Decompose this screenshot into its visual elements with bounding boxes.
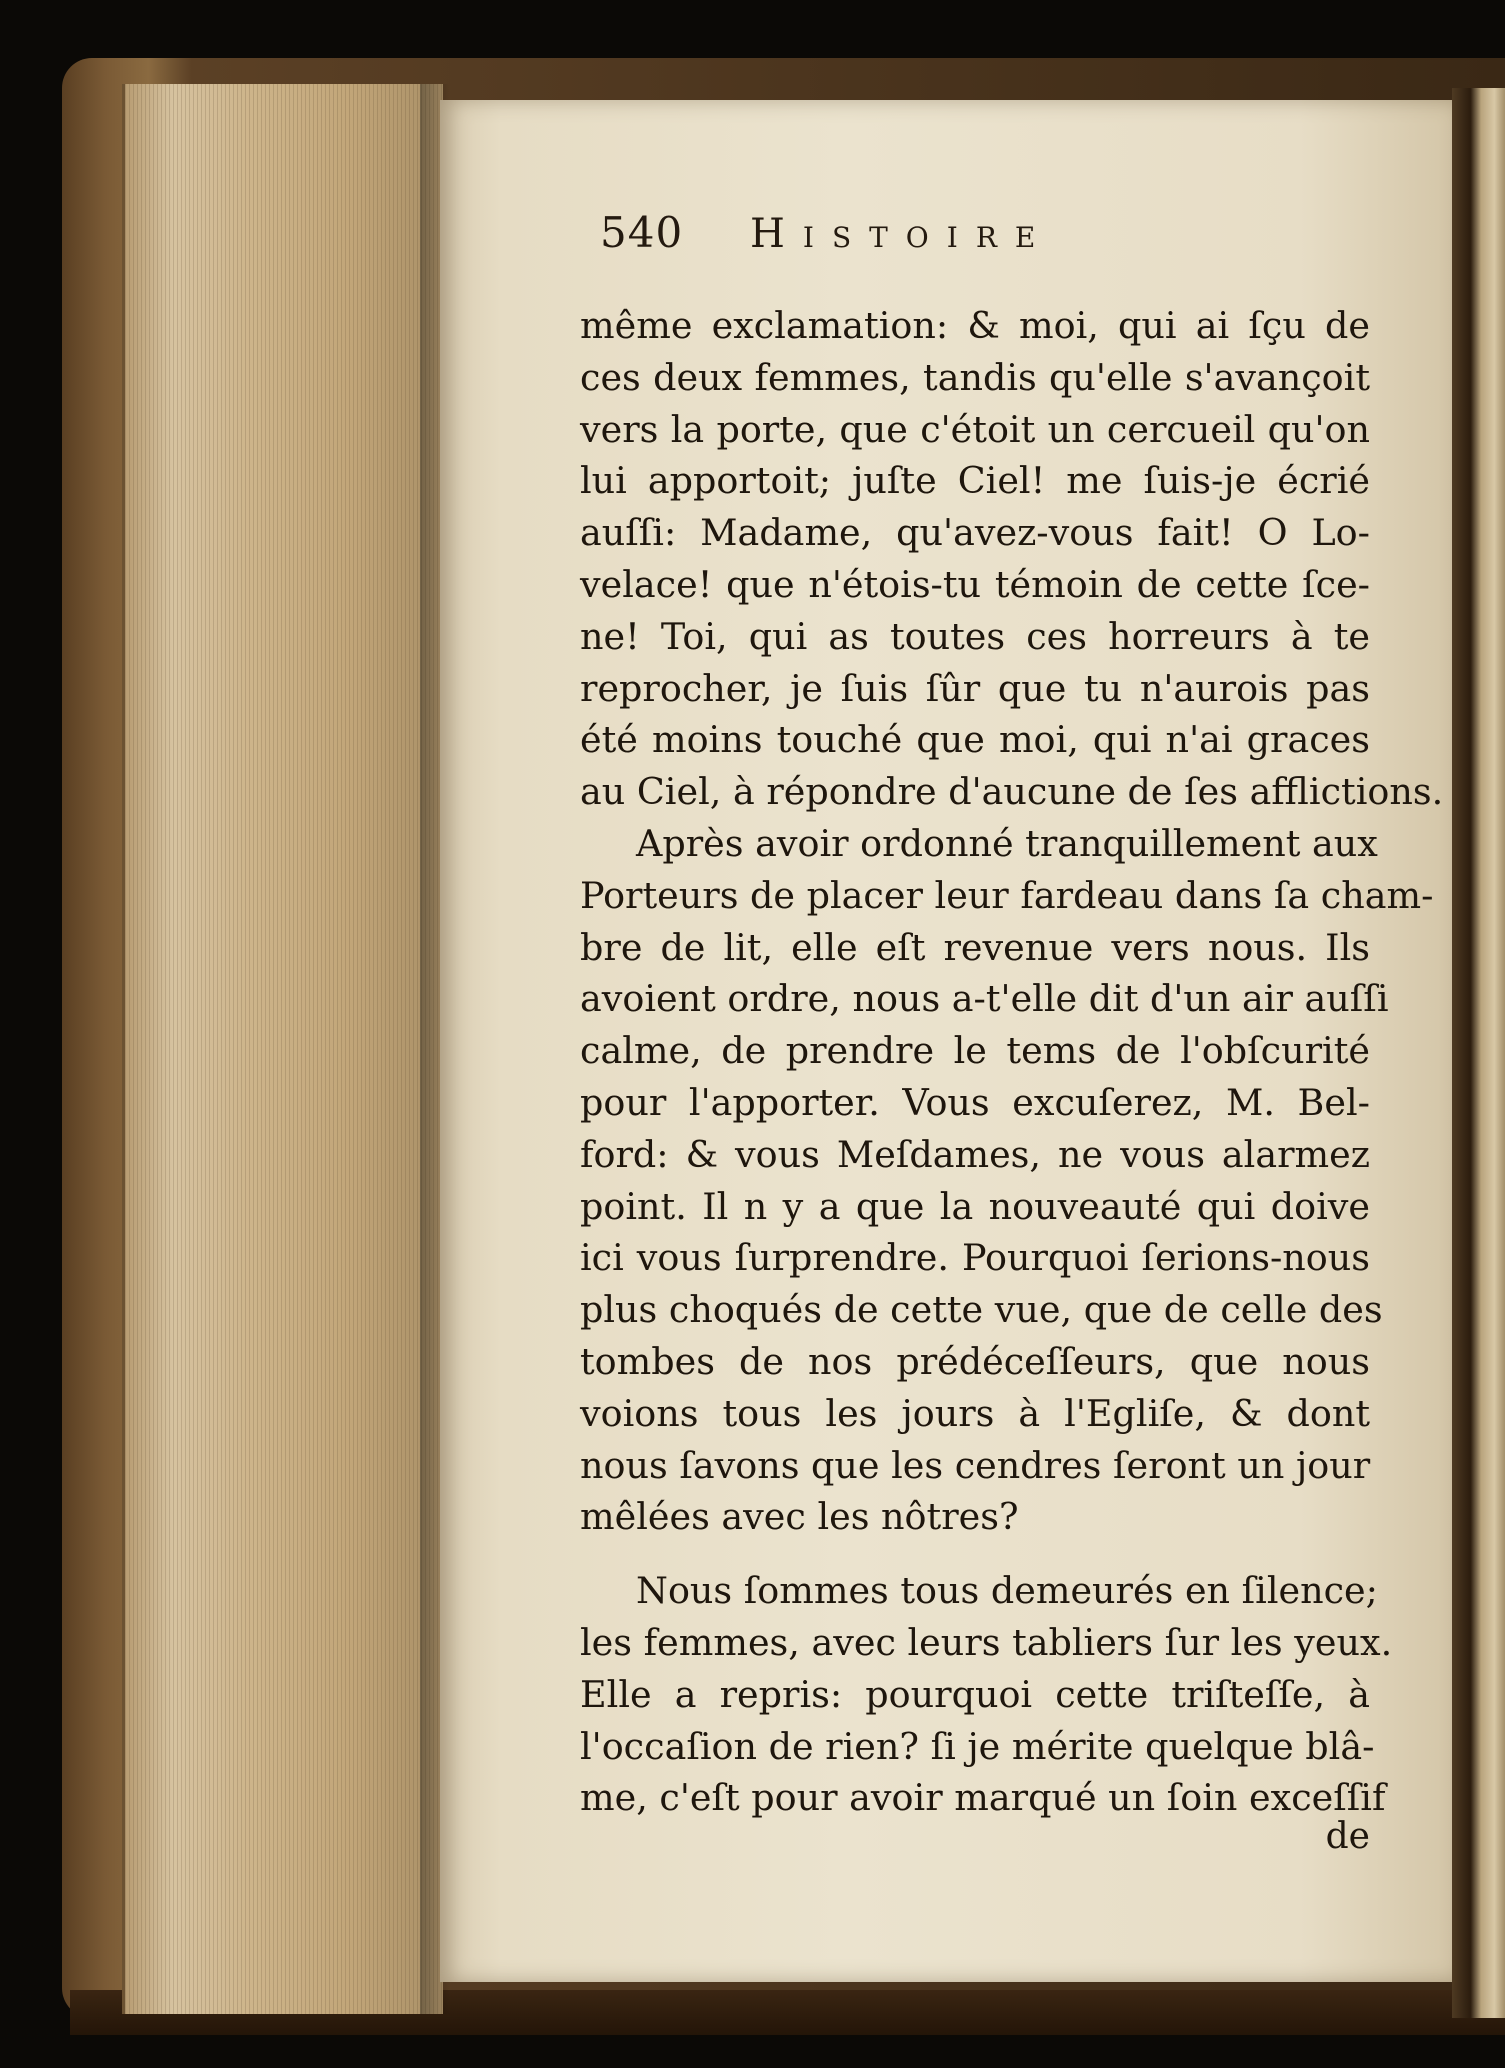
text-line: vers la porte, que c'étoit un cercueil qu'on [580,407,1370,451]
text-line: ces deux femmes, tandis qu'elle s'avançoit [580,355,1370,399]
text-line: plus choqués de cette vue, que de celle des [580,1288,1383,1332]
body-text [580,300,1444,1824]
facing-page-edge [1452,88,1505,2018]
text-line: nous ſavons que les cendres ſeront un jour [580,1443,1371,1487]
page-fore-edge [122,84,443,2014]
text-line: avoient ordre, nous a-t'elle dit d'un air auſſi [580,977,1389,1021]
text-line: ford: & vous Meſdames, ne vous alarmez [580,1132,1370,1176]
text-line: auſſi: Madame, qu'avez-vous fait! O Lo- [580,511,1370,555]
page-number: 540 [600,208,684,257]
text-line: velace! que n'étois-tu témoin de cette ſce- [580,562,1370,606]
text-line: ici vous ſurprendre. Pourquoi ſerions-nous [580,1236,1370,1280]
text-line: reprocher, je ſuis ſûr que tu n'aurois pas [580,666,1370,710]
text-line: ne! Toi, qui as toutes ces horreurs à te [580,614,1370,658]
text-line: Nous ſommes tous demeurés en ſilence; [636,1569,1378,1613]
text-line: même exclamation: & moi, qui ai ſçu de [580,304,1370,347]
text-line: été moins touché que moi, qui n'ai graces [580,718,1370,762]
text-line: tombes de nos prédéceſſeurs, que nous [580,1339,1370,1383]
text-line: voions tous les jours à l'Egliſe, & dont [580,1391,1370,1435]
text-line: calme, de prendre le tems de l'obſcurité [580,1029,1370,1073]
text-line: lui apportoit; juſte Ciel! me ſuis-je écrié [580,459,1370,503]
text-line: Après avoir ordonné tranquillement aux [636,821,1378,865]
running-title: Histoire [750,211,1054,257]
text-line: Elle a repris: pourquoi cette triſteſſe, à [580,1672,1370,1716]
text-line: pour l'apporter. Vous excuſerez, M. Bel- [580,1080,1370,1124]
text-line: les femmes, avec leurs tabliers ſur les yeux. [580,1620,1393,1664]
text-line: l'occaſion de rien? ſi je mérite quelque blâ- [580,1724,1375,1768]
text-line: me, c'eſt pour avoir marqué un ſoin exceſſif [580,1776,1386,1820]
page-header [600,208,1240,268]
catchword: de [1325,1816,1370,1857]
text-line: au Ciel, à répondre d'aucune de ſes afflictions. [580,770,1444,814]
text-line: mêlées avec les nôtres? [580,1495,1019,1539]
text-line: bre de lit, elle eſt revenue vers nous. Ils [580,925,1370,969]
text-line: Porteurs de placer leur fardeau dans ſa cham- [580,873,1434,917]
text-line: point. Il n y a que la nouveauté qui doive [580,1184,1370,1228]
